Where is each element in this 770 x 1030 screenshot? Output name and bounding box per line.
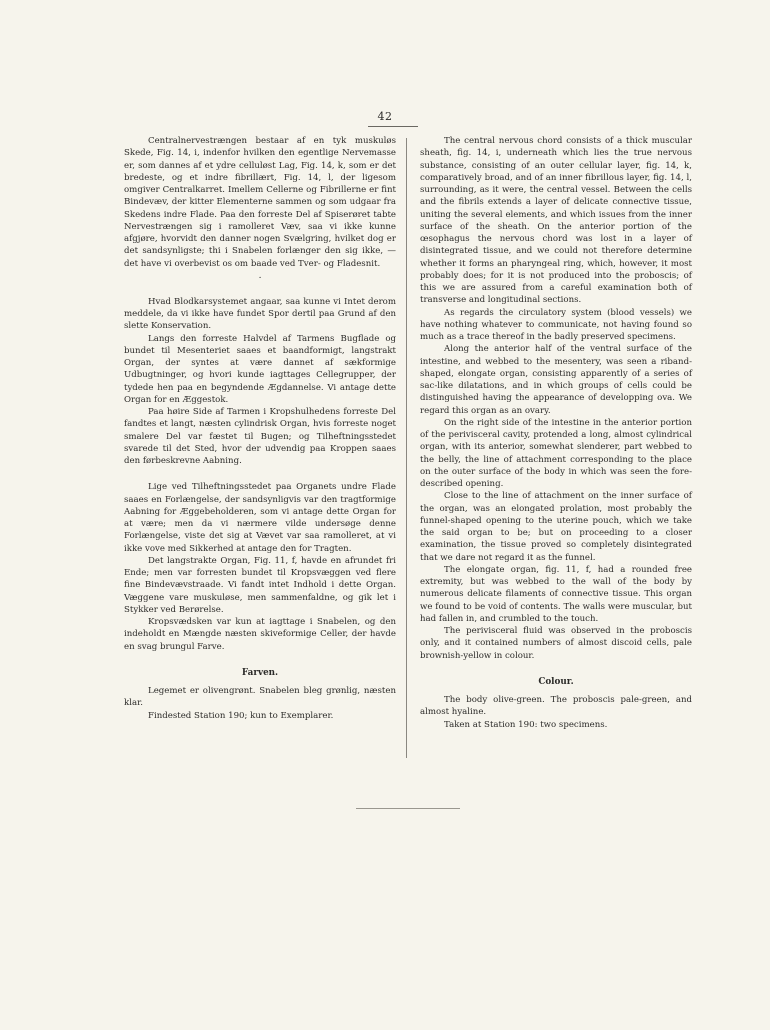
english-column bbox=[420, 135, 692, 731]
english-paragraph-circulatory-system: As regards the circulatory system (blood vessels) we have nothing whatever to communicate, not having found so much as a trace thereof in the badly preserved specimens. bbox=[420, 307, 692, 342]
danish-paragraph-blood-system: Hvad Blodkarsystemet angaar, saa kunne vi Intet derom meddele, da vi ikke have fundet Spor dertil paa Grund af den slette Konservation. bbox=[124, 296, 396, 332]
column-divider bbox=[406, 138, 407, 758]
english-paragraph-colour: The body olive-green. The proboscis pale-green, and almost hyaline. bbox=[420, 695, 692, 718]
english-paragraph-nervous-chord: The central nervous chord consists of a thick muscular sheath, fig. 14, i, underneath which lies the true nervous substance, consisting of an outer cellular layer, fig. 14, k, comparatively broad, and of an inner fibrillous layer, fig. 14, l, surrounding, as it were, the central vessel. Between the cells and the fibrils extends a layer of delicate connective tissue, uniting the several elements, and which issues from the inner surface of the sheath. On the anterior portion of the œsophagus the nervous chord was lost in a layer of disintegrated tissue, and we could not therefore determine whether it forms an pharyngeal ring, which, however, it most probably does; for it is not produced into the proboscis; of this we are assured from a careful examination both of transverse and longitudinal sections. bbox=[420, 136, 692, 306]
page-number: 42 bbox=[377, 110, 393, 123]
danish-paragraph-elongate-organ: Det langstrakte Organ, Fig. 11, f, havde en afrundet fri Ende; men var forresten bundet til Kropsvæggen ved flere fine Bindevævstraade. Vi fandt intet Indhold i dette Organ. Væggene vare muskuløse, men sammenfaldne, og gik let i Stykker ved Berørelse. bbox=[124, 555, 396, 615]
english-paragraph-organ: On the right side of the intestine in the anterior portion of the perivisceral cavity, protended a long, almost cylindrical organ, with its anterior, somewhat slenderer, part webbed to the belly, the line of attachment corresponding to the place on the outer surface of the body in which was seen the fore-described opening. bbox=[420, 417, 692, 489]
danish-paragraph-colour: Legemet er olivengrønt. Snabelen bleg grønlig, næsten klar. bbox=[124, 686, 396, 709]
danish-paragraph-nervous-chord: Centralnervestrængen bestaar af en tyk muskuløs Skede, Fig. 14, i, indenfor hvilken den egentlige Nervemasse er, som dannes af et ydre celluløst Lag, Fig. 14, k, som er det bredeste, og et indre fibrillært, Fig. 14, l, der ligesom omgiver Centralkarret. Imellem Cellerne og Fibrillerne er fint Bindevæv, der kitter Elementerne sammen og som udgaar fra Skedens indre Flade. Paa den forreste Del af Spiserøret tabte Nervestrængen sig i ramolleret Væv, saa vi ikke kunne afgjøre, hvorvidt den danner nogen Svælgring, hvilket dog er det sandsynligste; thi i Snabelen forlænger den sig ikke, — det have vi overbevist os om baade ved Tver- og Fladesnit. bbox=[124, 136, 396, 269]
danish-paragraph-station: Findested Station 190; kun to Exemplarer. bbox=[148, 710, 334, 721]
english-paragraph-perivisceral-fluid: The perivisceral fluid was observed in the proboscis only, and it contained numbers of almost discoid cells, pale brownish-yellow in colour. bbox=[420, 626, 692, 661]
footer-rule bbox=[356, 808, 460, 809]
danish-paragraph-extension: Lige ved Tilheftningsstedet paa Organets undre Flade saaes en Forlængelse, der sandsynligvis var den tragtformige Aabning for Æggebeholderen, som vi antage dette Organ for at være; men da vi nærmere vilde undersøge denne Forlængelse, viste det sig at Vævet var saa ramolleret, at vi ikke vove med Sikkerhed at antage den for Tragten. bbox=[124, 482, 396, 554]
danish-paragraph-organ: Paa høire Side af Tarmen i Kropshulhedens forreste Del fandtes et langt, næsten cylindrisk Organ, hvis forreste noget smalere Del var fæstet til Bugen; og Tilheftningsstedet svarede til det Sted, hvor der udvendig paa Kroppen saaes den førbeskrevne Aabning. bbox=[124, 407, 396, 466]
english-paragraph-station: Taken at Station 190: two specimens. bbox=[444, 719, 608, 730]
danish-heading-colour: Farven. bbox=[241, 667, 279, 678]
ornament-dot: . bbox=[258, 270, 262, 281]
english-paragraph-elongate-organ: The elongate organ, fig. 11, f, had a rounded free extremity, but was webbed to the wall of the body by numerous delicate filaments of connective tissue. This organ we found to be void of contents. The walls were muscular, but had fallen in, and crumbled to the touch. bbox=[420, 564, 692, 624]
header-rule bbox=[368, 126, 418, 127]
danish-paragraph-ovary: Langs den forreste Halvdel af Tarmens Bugflade og bundet til Mesenteriet saaes et baandformigt, langstrakt Organ, der syntes at være dannet af sækformige Udbugtninger, og hvori kunde iagttages Cellegrupper, der tydede hen paa en begyndende Ægdannelse. Vi antage dette Organ for en Æggestok. bbox=[124, 333, 396, 405]
danish-paragraph-body-fluid: Kropsvædsken var kun at iagttage i Snabelen, og den indeholdt en Mængde næsten skiveformige Celler, der havde en svag brungul Farve. bbox=[124, 617, 396, 652]
english-paragraph-prolation: Close to the line of attachment on the inner surface of the organ, was an elongated prolation, most probably the funnel-shaped opening to the uterine pouch, which we take the said organ to be; but on proceeding to a closer examination, the tissue proved so completely disintegrated that we dare not regard it as the funnel. bbox=[420, 491, 692, 563]
english-paragraph-ovary: Along the anterior half of the ventral surface of the intestine, and webbed to the mesentery, was seen a riband-shaped, elongate organ, consisting apparently of a series of sac-like dilatations, and in which groups of cells could be distinguished having the appearance of developping ova. We regard this organ as an ovary. bbox=[420, 344, 692, 416]
danish-column bbox=[124, 135, 396, 722]
english-heading-colour: Colour. bbox=[538, 676, 574, 687]
